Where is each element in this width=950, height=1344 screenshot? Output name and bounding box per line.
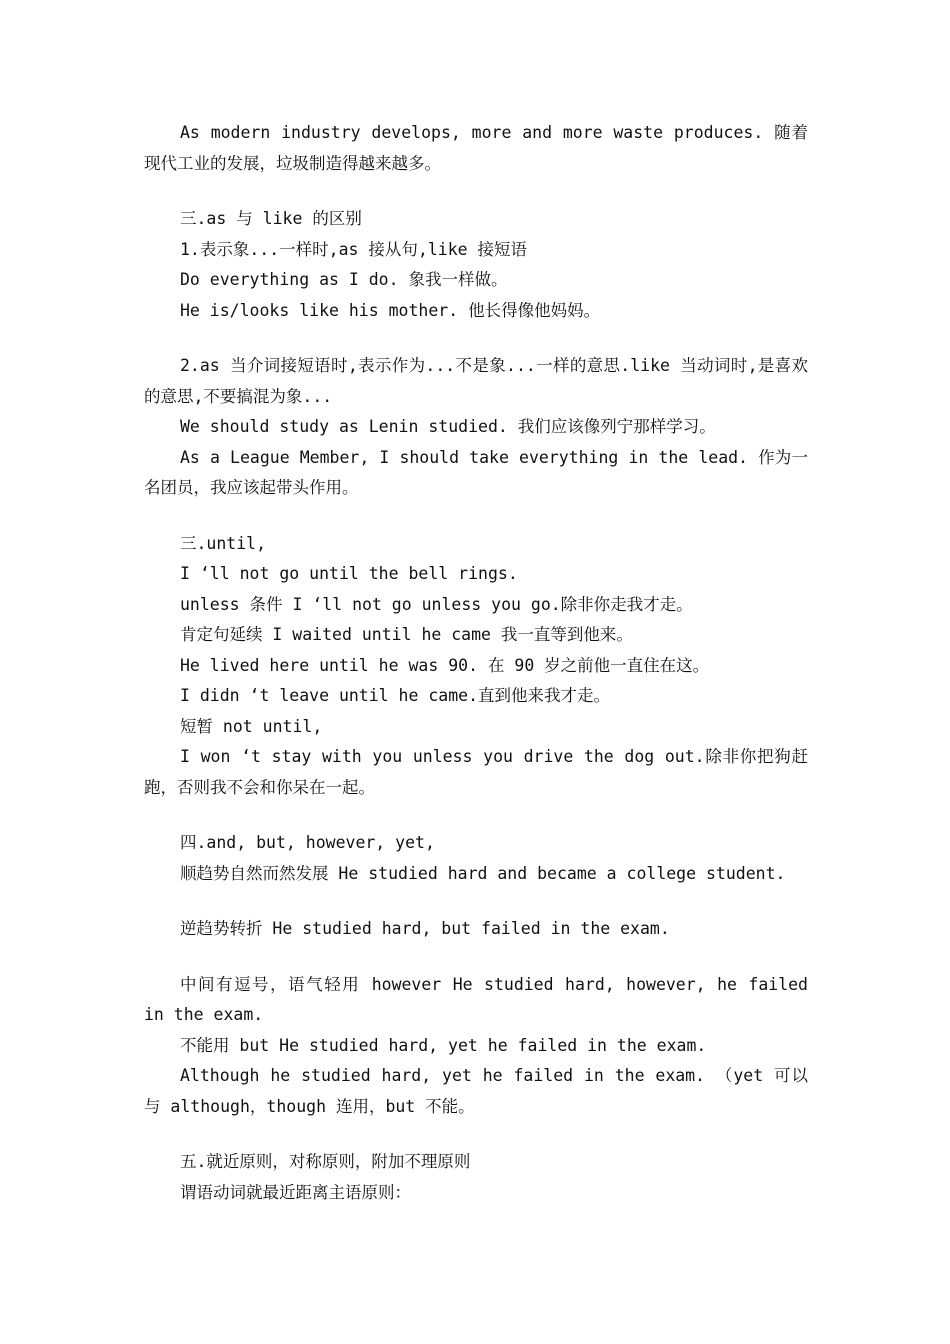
example-sentence: 中间有逗号，语气轻用 however He studied hard, however, he failed in the exam.: [144, 974, 808, 1024]
example-sentence: 不能用 but He studied hard, yet he failed in the exam.: [180, 1035, 707, 1055]
example-sentence: 逆趋势转折 He studied hard, but failed in the exam.: [180, 919, 670, 938]
paragraph-gap: [144, 1122, 808, 1147]
paragraph: 谓语动词就最近距离主语原则：: [180, 1182, 411, 1202]
example-sentence: We should study as Lenin studied. 我们应该像列宁那样学习。: [180, 417, 716, 436]
paragraph: 短暂 not until,: [180, 716, 323, 736]
example-sentence: 肯定句延续 I waited until he came 我一直等到他来。: [180, 625, 633, 644]
example-sentence: unless 条件 I ‘ll not go unless you go.除非你走我才走。: [180, 594, 693, 614]
example-sentence: I didn ‘t leave until he came.直到他来我才走。: [180, 686, 611, 705]
paragraph-gap: [144, 504, 808, 529]
example-sentence: He lived here until he was 90. 在 90 岁之前他一直住在这。: [180, 655, 710, 675]
example-sentence: I ‘ll not go until the bell rings.: [180, 564, 518, 583]
paragraph-gap: [144, 889, 808, 914]
paragraph-gap: [144, 803, 808, 828]
section-heading: 三.until,: [180, 533, 267, 553]
section-heading: 五.就近原则，对称原则，附加不理原则: [180, 1152, 471, 1171]
example-sentence: Although he studied hard, yet he failed in the exam. （yet 可以与 although，though 连用，but 不能。: [144, 1066, 808, 1116]
paragraph-gap: [144, 179, 808, 204]
paragraph: As modern industry develops, more and more waste produces. 随着现代工业的发展，垃圾制造得越来越多。: [144, 123, 808, 173]
paragraph: 1.表示象...一样时,as 接从句,like 接短语: [180, 239, 528, 259]
section-heading: 四.and, but, however, yet,: [180, 833, 435, 852]
example-sentence: 顺趋势自然而然发展 He studied hard and became a college student.: [180, 863, 786, 883]
example-sentence: As a League Member, I should take everything in the lead. 作为一名团员，我应该起带头作用。: [144, 447, 808, 497]
paragraph-gap: [144, 945, 808, 970]
section-heading: 三.as 与 like 的区别: [180, 209, 362, 228]
paragraph-gap: [144, 326, 808, 351]
example-sentence: I won ‘t stay with you unless you drive the dog out.除非你把狗赶跑，否则我不会和你呆在一起。: [144, 747, 808, 797]
document-body: [144, 118, 808, 1208]
example-sentence: He is/looks like his mother. 他长得像他妈妈。: [180, 300, 601, 320]
example-sentence: Do everything as I do. 象我一样做。: [180, 270, 508, 289]
paragraph: 2.as 当介词接短语时,表示作为...不是象...一样的意思.like 当动词时,是喜欢的意思,不要搞混为象...: [144, 356, 808, 406]
